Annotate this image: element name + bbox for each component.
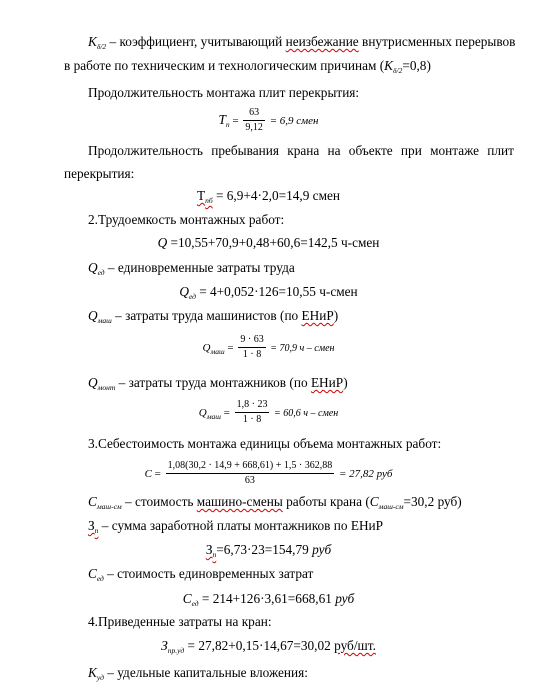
text: = 4+0,052·126=10,55 ч-смен [195,284,358,299]
numerator: 9 · 63 [238,334,265,348]
formula-plate-duration [0,107,537,134]
symbol-k: К [88,34,97,49]
formula-qmont [0,397,537,429]
text: – затраты труда машинистов (по [111,308,302,323]
symbol-c: С [182,591,192,606]
symbol-sub: δ/2 [393,66,403,75]
text: внутрисменных перерывов [358,34,516,49]
symbol-sub: монт [97,383,116,392]
symbol-sub: п [94,526,99,535]
symbol-q: Q [202,342,211,354]
numerator: 1,08(30,2 · 14,9 + 668,61) + 1,5 · 362,88 [166,460,335,474]
formula-reduced-costs [0,638,537,654]
unit: руб [335,591,355,606]
text: = 6,9+4·2,0=14,9 смен [212,188,341,203]
result: = 60,6 ч – смен [271,408,339,419]
formula-cost [0,458,537,489]
symbol: Т [196,188,206,203]
paragraph-crane-stay: Продолжительность пребывания крана на объекте при монтаже плит [88,143,514,158]
symbol-sub: ед [96,574,104,583]
formula-zp [0,542,537,558]
text: =0,8) [402,58,431,73]
symbol-q: Q [88,308,98,323]
result: = 6,9 смен [266,115,319,127]
symbol-c: C [144,468,152,480]
symbol-sub: ед [97,268,105,277]
heading-reduced-costs: 4.Приведенные затраты на кран: [88,614,272,629]
text: = [220,407,233,419]
definition-kud [88,665,308,681]
coefficient-definition-line [88,34,515,50]
symbol-sub: маш [210,347,225,356]
paragraph-crane-stay-2: перекрытия: [64,166,135,181]
symbol-sub: маш [97,316,112,325]
numerator: 63 [243,107,265,121]
spellcheck-word: ЕНиР [310,375,344,390]
symbol-sub: ед [191,599,199,608]
symbol: Т [218,112,226,127]
definition-zp [88,518,383,534]
denominator: 1 · 8 [242,349,262,361]
spellcheck-word: неизбежание [285,34,359,49]
symbol-sub: ед [188,292,196,301]
symbol-sub: п [212,550,217,559]
definition-qmont [88,375,348,391]
text: = 214+126·3,61=668,61 [198,591,336,606]
symbol-q: Q [88,260,98,275]
text: = [151,468,164,480]
text: в работе по техническим и технологическим причинам ( [64,58,385,73]
fraction [243,107,265,134]
text: работы крана ( [282,494,370,509]
symbol-sub: пб [205,196,213,205]
formula-qmash [0,332,537,364]
formula-labor-total [0,235,537,251]
symbol-sub: пр.уд [167,646,185,655]
text: = [224,342,237,354]
symbol-q: Q [88,375,98,390]
symbol-z: З [161,638,168,653]
text: – стоимость единовременных затрат [103,566,314,581]
symbol-sub: маш-см [378,502,404,511]
text: – стоимость [121,494,197,509]
text: =30,2 руб) [403,494,462,509]
result: = 27,82 руб [336,468,393,480]
unit: руб/шт. [334,638,376,653]
symbol-k: К [384,58,393,73]
text: – удельные капитальные вложения: [103,665,308,680]
symbol-z: З [88,518,95,533]
denominator: 63 [244,475,255,487]
text: = 27,82+0,15·14,67=30,02 [184,638,335,653]
heading-plate-duration: Продолжительность монтажа плит перекрытия: [88,85,360,100]
text: – коэффициент, учитывающий [106,34,286,49]
symbol-q: Q [198,407,207,419]
symbol-c: С [88,494,97,509]
formula-ced [0,591,537,607]
unit: руб [312,542,332,557]
denominator: 9,12 [245,122,263,134]
text: – сумма заработной платы монтажников по ЕНиР [98,518,384,533]
text: =10,55+70,9+0,48+60,6=142,5 ч-смен [167,235,380,250]
fraction [235,399,270,426]
fraction [238,334,265,361]
symbol-sub: δ/2 [96,42,107,51]
definition-cmash [88,494,462,510]
symbol-q: Q [157,235,168,250]
symbol-z: З [205,542,213,557]
definition-ced [88,566,313,582]
definition-qed [88,260,295,276]
symbol-q: Q [179,284,189,299]
symbol-sub: уд [96,673,104,682]
heading-labor-intensity: 2.Трудоемкость монтажных работ: [88,212,285,227]
definition-qmash [88,308,338,324]
result: = 70,9 ч – смен [267,343,335,354]
symbol-k: К [88,665,97,680]
text: = [229,115,242,127]
coefficient-definition-line-2 [64,58,431,74]
text: – затраты труда монтажников (по [115,375,311,390]
numerator: 1,8 · 23 [235,399,270,413]
formula-qed [0,284,537,300]
symbol-sub: маш [206,412,221,421]
text: =6,73·23=154,79 [216,542,313,557]
text: – единовременные затраты труда [104,260,295,275]
symbol-c: С [88,566,97,581]
fraction [166,460,335,487]
spellcheck-word: машино-смены [196,494,283,509]
heading-cost: 3.Себестоимость монтажа единицы объема монтажных работ: [88,436,442,451]
symbol-c: С [369,494,379,509]
text: ) [343,375,348,390]
text: ) [333,308,339,323]
formula-crane-stay [0,188,537,204]
spellcheck-word: ЕНиР [301,308,334,323]
symbol-sub: маш-см [96,502,122,511]
symbol-sub: п [225,120,230,129]
denominator: 1 · 8 [242,414,262,426]
